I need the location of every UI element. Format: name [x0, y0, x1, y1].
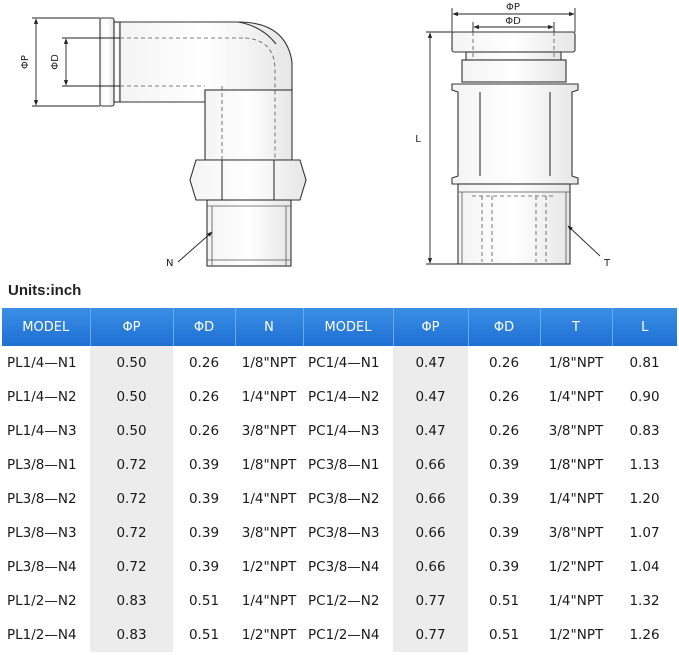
- cell-model-pl: PL1/2—N4: [7, 627, 77, 643]
- cell-phi-d-pl: 0.39: [188, 525, 220, 541]
- cell-phi-d-pl: 0.26: [188, 389, 220, 405]
- cell-t: 3/8"NPT: [548, 525, 604, 541]
- cell-model-pl: PL1/4—N3: [7, 423, 77, 439]
- cell-t: 1/4"NPT: [548, 593, 604, 609]
- header-model-pl: MODEL: [2, 308, 90, 346]
- cell-t: 1/2"NPT: [548, 627, 604, 643]
- cell-model-pc: PC1/4—N1: [308, 355, 380, 371]
- cell-phi-p-pc: 0.77: [393, 584, 468, 618]
- cell-phi-d-pl: 0.51: [188, 627, 220, 643]
- right-phi-p-label: ΦP: [506, 2, 520, 13]
- header-phi-p-pl: ΦP: [90, 308, 173, 346]
- header-phi-p-pc: ΦP: [393, 308, 468, 346]
- cell-t: 3/8"NPT: [548, 423, 604, 439]
- cell-phi-d-pl: 0.26: [188, 355, 220, 371]
- cell-phi-d-pc: 0.51: [488, 593, 520, 609]
- cell-n: 1/4"NPT: [241, 389, 297, 405]
- cell-phi-d-pl: 0.39: [188, 559, 220, 575]
- cell-phi-p-pl: 0.72: [90, 516, 173, 550]
- cell-model-pl: PL3/8—N4: [7, 559, 77, 575]
- cell-n: 1/4"NPT: [241, 491, 297, 507]
- cell-t: 1/4"NPT: [548, 491, 604, 507]
- cell-n: 1/4"NPT: [241, 593, 297, 609]
- cell-phi-p-pl: 0.72: [90, 482, 173, 516]
- cell-t: 1/2"NPT: [548, 559, 604, 575]
- cell-phi-p-pl: 0.72: [90, 550, 173, 584]
- header-l: L: [612, 308, 677, 346]
- cell-phi-p-pl: 0.83: [90, 584, 173, 618]
- cell-l: 1.07: [629, 525, 660, 541]
- cell-n: 1/2"NPT: [241, 627, 297, 643]
- table-row: [2, 482, 677, 516]
- cell-t: 1/4"NPT: [548, 389, 604, 405]
- table-row: [2, 516, 677, 550]
- cell-phi-d-pc: 0.26: [488, 423, 520, 439]
- cell-model-pc: PC3/8—N1: [308, 457, 380, 473]
- cell-phi-d-pc: 0.26: [488, 389, 520, 405]
- cell-phi-p-pc: 0.66: [393, 516, 468, 550]
- cell-phi-p-pc: 0.47: [393, 414, 468, 448]
- cell-phi-d-pl: 0.26: [188, 423, 220, 439]
- cell-t: 1/8"NPT: [548, 457, 604, 473]
- table-header-row: [2, 308, 677, 346]
- cell-l: 0.81: [629, 355, 660, 371]
- units-label: Units:inch: [8, 282, 82, 299]
- cell-phi-p-pc: 0.47: [393, 346, 468, 380]
- cell-model-pl: PL3/8—N3: [7, 525, 77, 541]
- cell-model-pc: PC3/8—N4: [308, 559, 380, 575]
- header-phi-d-pl: ΦD: [173, 308, 235, 346]
- cell-phi-p-pl: 0.50: [90, 380, 173, 414]
- header-t: T: [540, 308, 612, 346]
- cell-phi-d-pl: 0.51: [188, 593, 220, 609]
- cell-phi-d-pc: 0.51: [488, 627, 520, 643]
- cell-n: 1/8"NPT: [241, 457, 297, 473]
- cell-model-pl: PL3/8—N2: [7, 491, 77, 507]
- table-row: [2, 618, 677, 652]
- table-row: [2, 550, 677, 584]
- cell-model-pc: PC3/8—N2: [308, 491, 380, 507]
- right-t-label: T: [604, 258, 611, 269]
- cell-t: 1/8"NPT: [548, 355, 604, 371]
- cell-phi-d-pl: 0.39: [188, 457, 220, 473]
- left-n-label: N: [166, 258, 174, 269]
- cell-l: 0.83: [629, 423, 660, 439]
- cell-phi-d-pl: 0.39: [188, 491, 220, 507]
- technical-drawing: [0, 0, 679, 280]
- header-model-pc: MODEL: [303, 308, 393, 346]
- cell-l: 1.13: [629, 457, 660, 473]
- cell-phi-d-pc: 0.39: [488, 491, 520, 507]
- left-phi-d-label: ΦD: [50, 54, 61, 70]
- cell-phi-d-pc: 0.26: [488, 355, 520, 371]
- cell-phi-p-pc: 0.77: [393, 618, 468, 652]
- cell-model-pl: PL1/4—N2: [7, 389, 77, 405]
- cell-phi-p-pc: 0.66: [393, 482, 468, 516]
- cell-model-pc: PC3/8—N3: [308, 525, 380, 541]
- cell-phi-p-pc: 0.47: [393, 380, 468, 414]
- cell-phi-p-pl: 0.50: [90, 414, 173, 448]
- cell-l: 1.26: [629, 627, 660, 643]
- cell-model-pc: PC1/2—N2: [308, 593, 380, 609]
- left-phi-p-label: ΦP: [20, 55, 31, 69]
- cell-l: 1.20: [629, 491, 660, 507]
- cell-model-pl: PL3/8—N1: [7, 457, 77, 473]
- spec-table: [2, 308, 677, 652]
- cell-model-pl: PL1/4—N1: [7, 355, 77, 371]
- cell-phi-p-pl: 0.72: [90, 448, 173, 482]
- cell-phi-p-pc: 0.66: [393, 550, 468, 584]
- header-n: N: [235, 308, 303, 346]
- cell-n: 1/8"NPT: [241, 355, 297, 371]
- table-row: [2, 448, 677, 482]
- cell-phi-d-pc: 0.39: [488, 525, 520, 541]
- cell-l: 1.32: [629, 593, 660, 609]
- table-row: [2, 414, 677, 448]
- table-row: [2, 584, 677, 618]
- cell-phi-d-pc: 0.39: [488, 457, 520, 473]
- cell-model-pc: PC1/4—N2: [308, 389, 380, 405]
- right-l-label: L: [415, 134, 421, 145]
- cell-phi-d-pc: 0.39: [488, 559, 520, 575]
- cell-l: 0.90: [629, 389, 660, 405]
- cell-n: 3/8"NPT: [241, 423, 297, 439]
- cell-phi-p-pl: 0.50: [90, 346, 173, 380]
- straight-fitting-drawing: [452, 32, 578, 264]
- table-row: [2, 380, 677, 414]
- table-row: [2, 346, 677, 380]
- header-phi-d-pc: ΦD: [468, 308, 540, 346]
- cell-model-pc: PC1/2—N4: [308, 627, 380, 643]
- cell-l: 1.04: [629, 559, 660, 575]
- cell-n: 3/8"NPT: [241, 525, 297, 541]
- cell-phi-p-pl: 0.83: [90, 618, 173, 652]
- cell-model-pc: PC1/4—N3: [308, 423, 380, 439]
- cell-model-pl: PL1/2—N2: [7, 593, 77, 609]
- cell-n: 1/2"NPT: [241, 559, 297, 575]
- right-phi-d-label: ΦD: [505, 16, 521, 27]
- cell-phi-p-pc: 0.66: [393, 448, 468, 482]
